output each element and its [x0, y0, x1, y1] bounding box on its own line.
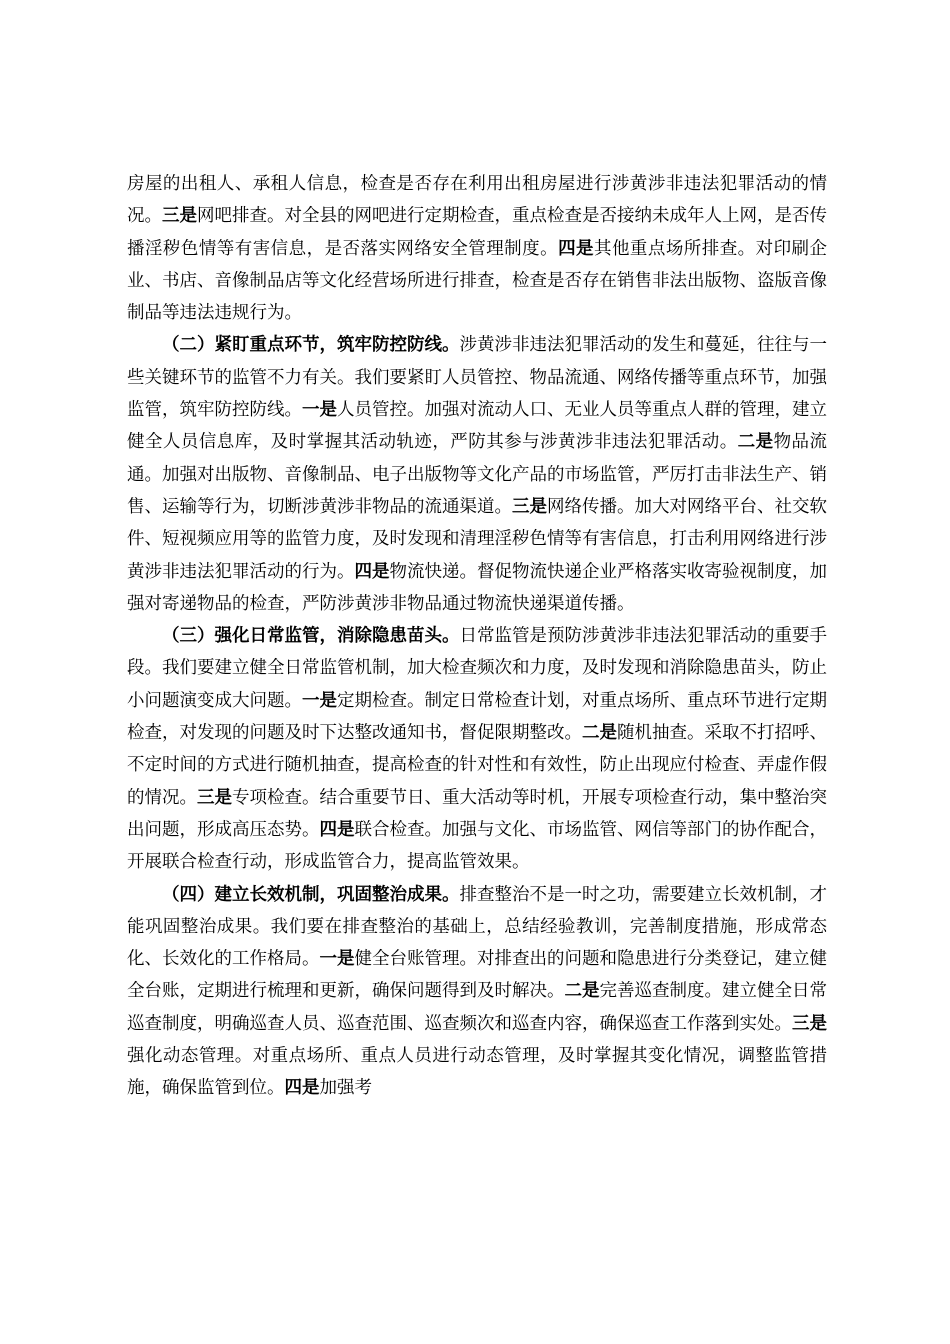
document-page [127, 168, 827, 1105]
text-run: 加强考 [319, 1078, 372, 1099]
text-run: 人员管控。加强对流动人口、无业人员等重点人群的管理，建立健全人员信息库，及时掌握其活动轨迹，严防其参与涉黄涉非违法犯罪活动。 [127, 400, 827, 453]
section-heading: （四）建立长效机制，巩固整治成果。 [162, 884, 460, 905]
ordinal-marker: 四是 [319, 819, 355, 840]
text-run: 网络传播。加大对网络平台、社交软件、短视频应用等的监管力度，及时发现和清理淫秽色情等有害信息，打击利用网络进行涉黄涉非违法犯罪活动的行为。 [127, 496, 827, 582]
ordinal-marker: 四是 [354, 561, 390, 582]
text-run: 完善巡查制度。建立健全日常巡查制度，明确巡查人员、巡查范围、巡查频次和巡查内容，确保巡查工作落到实处。 [127, 981, 827, 1034]
ordinal-marker: 四是 [284, 1078, 320, 1099]
text-run: 其他重点场所排查。对印刷企业、书店、音像制品店等文化经营场所进行排查，检查是否存在销售非法出版物、盗版音像制品等违法违规行为。 [127, 238, 828, 324]
text-run: 物流快递。督促物流快递企业严格落实收寄验视制度，加强对寄递物品的检查，严防涉黄涉非物品通过物流快递渠道传播。 [127, 561, 827, 614]
ordinal-marker: 三是 [792, 1013, 827, 1034]
ordinal-marker: 二是 [564, 981, 600, 1002]
text-run: 随机抽查。采取不打招呼、不定时间的方式进行随机抽查，提高检查的针对性和有效性，防止出现应付检查、弄虚作假的情况。 [127, 723, 827, 808]
text-run: 涉黄涉非违法犯罪活动的发生和蔓延，往往与一些关键环节的监管不力有关。我们要紧盯人员管控、物品流通、网络传播等重点环节，加强监管，筑牢防控防线。 [127, 335, 827, 421]
ordinal-marker: 一是 [302, 400, 337, 421]
text-run: 定期检查。制定日常检查计划，对重点场所、重点环节进行定期检查，对发现的问题及时下达整改通知书，督促限期整改。 [127, 690, 827, 744]
paragraph-1 [127, 168, 827, 329]
ordinal-marker: 一是 [302, 690, 337, 711]
paragraph-2 [127, 329, 827, 620]
text-run: 联合检查。加强与文化、市场监管、网信等部门的协作配合，开展联合检查行动，形成监管合力，提高监管效果。 [127, 819, 827, 873]
text-run: 强化动态管理。对重点场所、重点人员进行动态管理，及时掌握其变化情况，调整监管措施，确保监管到位。 [127, 1046, 827, 1099]
ordinal-marker: 二是 [737, 432, 774, 453]
text-run: 物品流通。加强对出版物、音像制品、电子出版物等文化产品的市场监管，严厉打击非法生产、销售、运输等行为，切断涉黄涉非物品的流通渠道。 [127, 432, 827, 517]
text-run: 健全台账管理。对排查出的问题和隐患进行分类登记，建立健全台账，定期进行梳理和更新，确保问题得到及时解决。 [127, 949, 827, 1002]
text-run: 专项检查。结合重要节日、重大活动等时机，开展专项检查行动，集中整治突出问题，形成高压态势。 [127, 787, 827, 840]
text-run: 房屋的出租人、承租人信息，检查是否存在利用出租房屋进行涉黄涉非违法犯罪活动的情况。 [127, 174, 827, 227]
section-heading: （三）强化日常监管，消除隐患苗头。 [162, 626, 460, 647]
paragraph-3 [127, 620, 827, 878]
text-run: 排查整治不是一时之功，需要建立长效机制，才能巩固整治成果。我们要在排查整治的基础上，总结经验教训，完善制度措施，形成常态化、长效化的工作格局。 [127, 884, 827, 970]
ordinal-marker: 四是 [558, 238, 594, 259]
ordinal-marker: 一是 [319, 949, 355, 970]
ordinal-marker: 三是 [162, 206, 197, 227]
text-run: 日常监管是预防涉黄涉非违法犯罪活动的重要手段。我们要建立健全日常监管机制，加大检查频次和力度，及时发现和消除隐患苗头，防止小问题演变成大问题。 [127, 626, 827, 711]
section-heading: （二）紧盯重点环节，筑牢防控防线。 [162, 335, 460, 356]
ordinal-marker: 三是 [197, 787, 232, 808]
text-run: 网吧排查。对全县的网吧进行定期检查，重点检查是否接纳未成年人上网，是否传播淫秽色情等有害信息，是否落实网络安全管理制度。 [127, 206, 827, 259]
ordinal-marker: 二是 [582, 723, 617, 744]
paragraph-4 [127, 879, 827, 1105]
ordinal-marker: 三是 [512, 496, 547, 517]
